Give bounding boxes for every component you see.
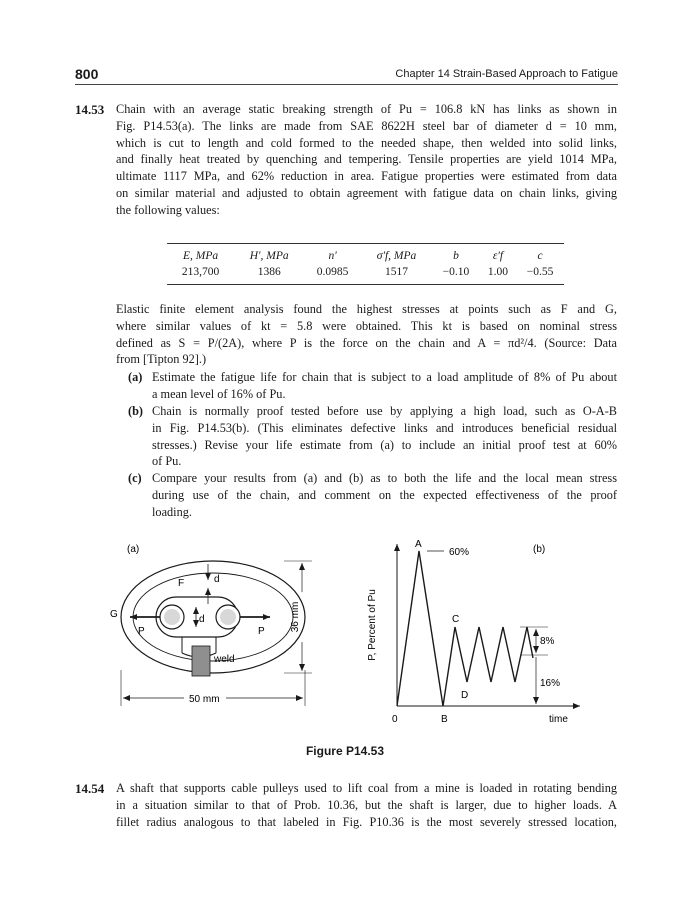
running-header (75, 64, 618, 85)
table-header-row (167, 244, 564, 265)
table-header-cell: H′, MPa (234, 244, 304, 265)
figure-label-a: (a) (127, 544, 140, 555)
dimension-width: 50 mm (189, 694, 220, 705)
text-line: from [Tipton 92].) (116, 352, 207, 367)
table-cell: 1386 (234, 264, 304, 285)
table-header-cell: n′ (304, 244, 361, 265)
table-header-cell: b (432, 244, 480, 265)
chapter-title: Chapter 14 Strain-Based Approach to Fatigue (395, 68, 618, 80)
text-line: ultimate 1117 MPa, and 62% reduction in area. Fatigue properties were estimated from data (116, 169, 617, 184)
peak-percent-label: 60% (449, 547, 470, 558)
point-c-label: C (452, 614, 460, 625)
problem-1453-intro (116, 101, 617, 219)
point-a-label: A (415, 539, 422, 550)
text-line: Elastic finite element analysis found the highest stresses at points such as F and G, (116, 302, 617, 316)
table-header-cell: c (516, 244, 564, 265)
text-line: Chain is normally proof tested before use by applying a high load, such as O-A-B (152, 404, 617, 418)
part-label: (b) (128, 404, 144, 418)
part-label: (c) (128, 471, 142, 485)
text-line: which is cut to length and cold formed to the needed shape, then welded into solid links, (116, 135, 617, 150)
text-line: the following values: (116, 202, 220, 217)
load-label-left: P (138, 626, 145, 637)
weld-label: weld (214, 654, 235, 665)
text-line: stresses.) Revise your life estimate from (a) to include an initial proof test at 60% (152, 437, 617, 452)
table-header-cell: σ′f, MPa (361, 244, 432, 265)
problem-part-b (128, 403, 617, 471)
text-line: of Pu. (152, 454, 182, 469)
problem-number-1454: 14.54 (75, 781, 105, 796)
figure-p14-53 (0, 530, 690, 740)
text-line: in a situation similar to that of Prob. 10.36, but the shaft is larger, due to higher loads. A (116, 797, 617, 812)
text-line: in Fig. P14.53(b). (This eliminates defective links and introduces beneficial residual (152, 420, 617, 435)
point-b-label: B (441, 714, 448, 725)
page-number: 800 (75, 66, 99, 82)
load-label-right: P (258, 626, 265, 637)
text-line: defined as S = P/(2A), where P is the force on the chain and A = πd²/4. (Source: Data (116, 335, 617, 350)
text-line: Compare your results from (a) and (b) as to both the life and the local mean stress (152, 471, 617, 485)
point-f-label: F (178, 578, 185, 589)
load-history-line (397, 551, 533, 706)
text-line: on similar material and adjusted to obtain agreement with fatigue data on chain links, giving (116, 185, 617, 200)
table-cell: 213,700 (167, 264, 234, 285)
text-line: A shaft that supports cable pulleys used to lift coal from a mine is loaded in rotating bending (116, 781, 617, 795)
chain-link-diagram (110, 544, 312, 706)
dimension-d-hole: d (199, 614, 205, 625)
y-axis-label: P, Percent of Pu (367, 589, 378, 661)
text-line: Fig. P14.53(a). The links are made from SAE 8622H steel bar of diameter d = 10 mm, (116, 118, 617, 133)
point-d-label: D (461, 690, 469, 701)
weld-block (192, 646, 210, 676)
text-line: where similar values of kt = 5.8 were obtained. This kt is based on nominal stress (116, 318, 617, 333)
part-label: (a) (128, 370, 143, 384)
text-line: fillet radius analogous to that labeled in Fig. P10.36 is the most severely stressed location, (116, 814, 617, 829)
text-line: Chain with an average static breaking strength of Pu = 106.8 kN has links as shown in (116, 102, 617, 116)
material-properties-table (167, 243, 564, 285)
table-cell: −0.55 (516, 264, 564, 285)
dimension-height: 36 mm (290, 601, 301, 633)
table-cell: 0.0985 (304, 264, 361, 285)
problem-1453-analysis (116, 301, 617, 368)
text-line: Estimate the fatigue life for chain that is subject to a load amplitude of 8% of Pu about (152, 370, 617, 384)
point-g-label: G (110, 609, 118, 620)
problem-part-a (128, 369, 617, 403)
table-header-cell: E, MPa (167, 244, 234, 265)
table-header-cell: ε′f (480, 244, 516, 265)
table-cell: 1517 (361, 264, 432, 285)
table-row (167, 264, 564, 285)
text-line: and finally heat treated by quenching and tempering. Tensile properties are yield 1014 MPa, (116, 152, 617, 167)
table-cell: 1.00 (480, 264, 516, 285)
problem-number-1453: 14.53 (75, 102, 105, 117)
problem-part-c (128, 470, 617, 521)
figure-caption: Figure P14.53 (305, 744, 385, 758)
amplitude-label: 8% (540, 636, 555, 647)
text-line: a mean level of 16% of Pu. (152, 386, 286, 401)
mean-label: 16% (540, 678, 561, 689)
dimension-d-top: d (214, 574, 220, 585)
load-history-plot (367, 539, 580, 725)
x-axis-label: time (549, 714, 568, 725)
problem-1454-text (116, 780, 617, 830)
text-line: loading. (152, 504, 192, 519)
figure-label-b: (b) (533, 544, 546, 555)
table-cell: −0.10 (432, 264, 480, 285)
text-line: during use of the chain, and comment on the expected effectiveness of the proof (152, 487, 617, 502)
origin-label: 0 (392, 714, 398, 725)
